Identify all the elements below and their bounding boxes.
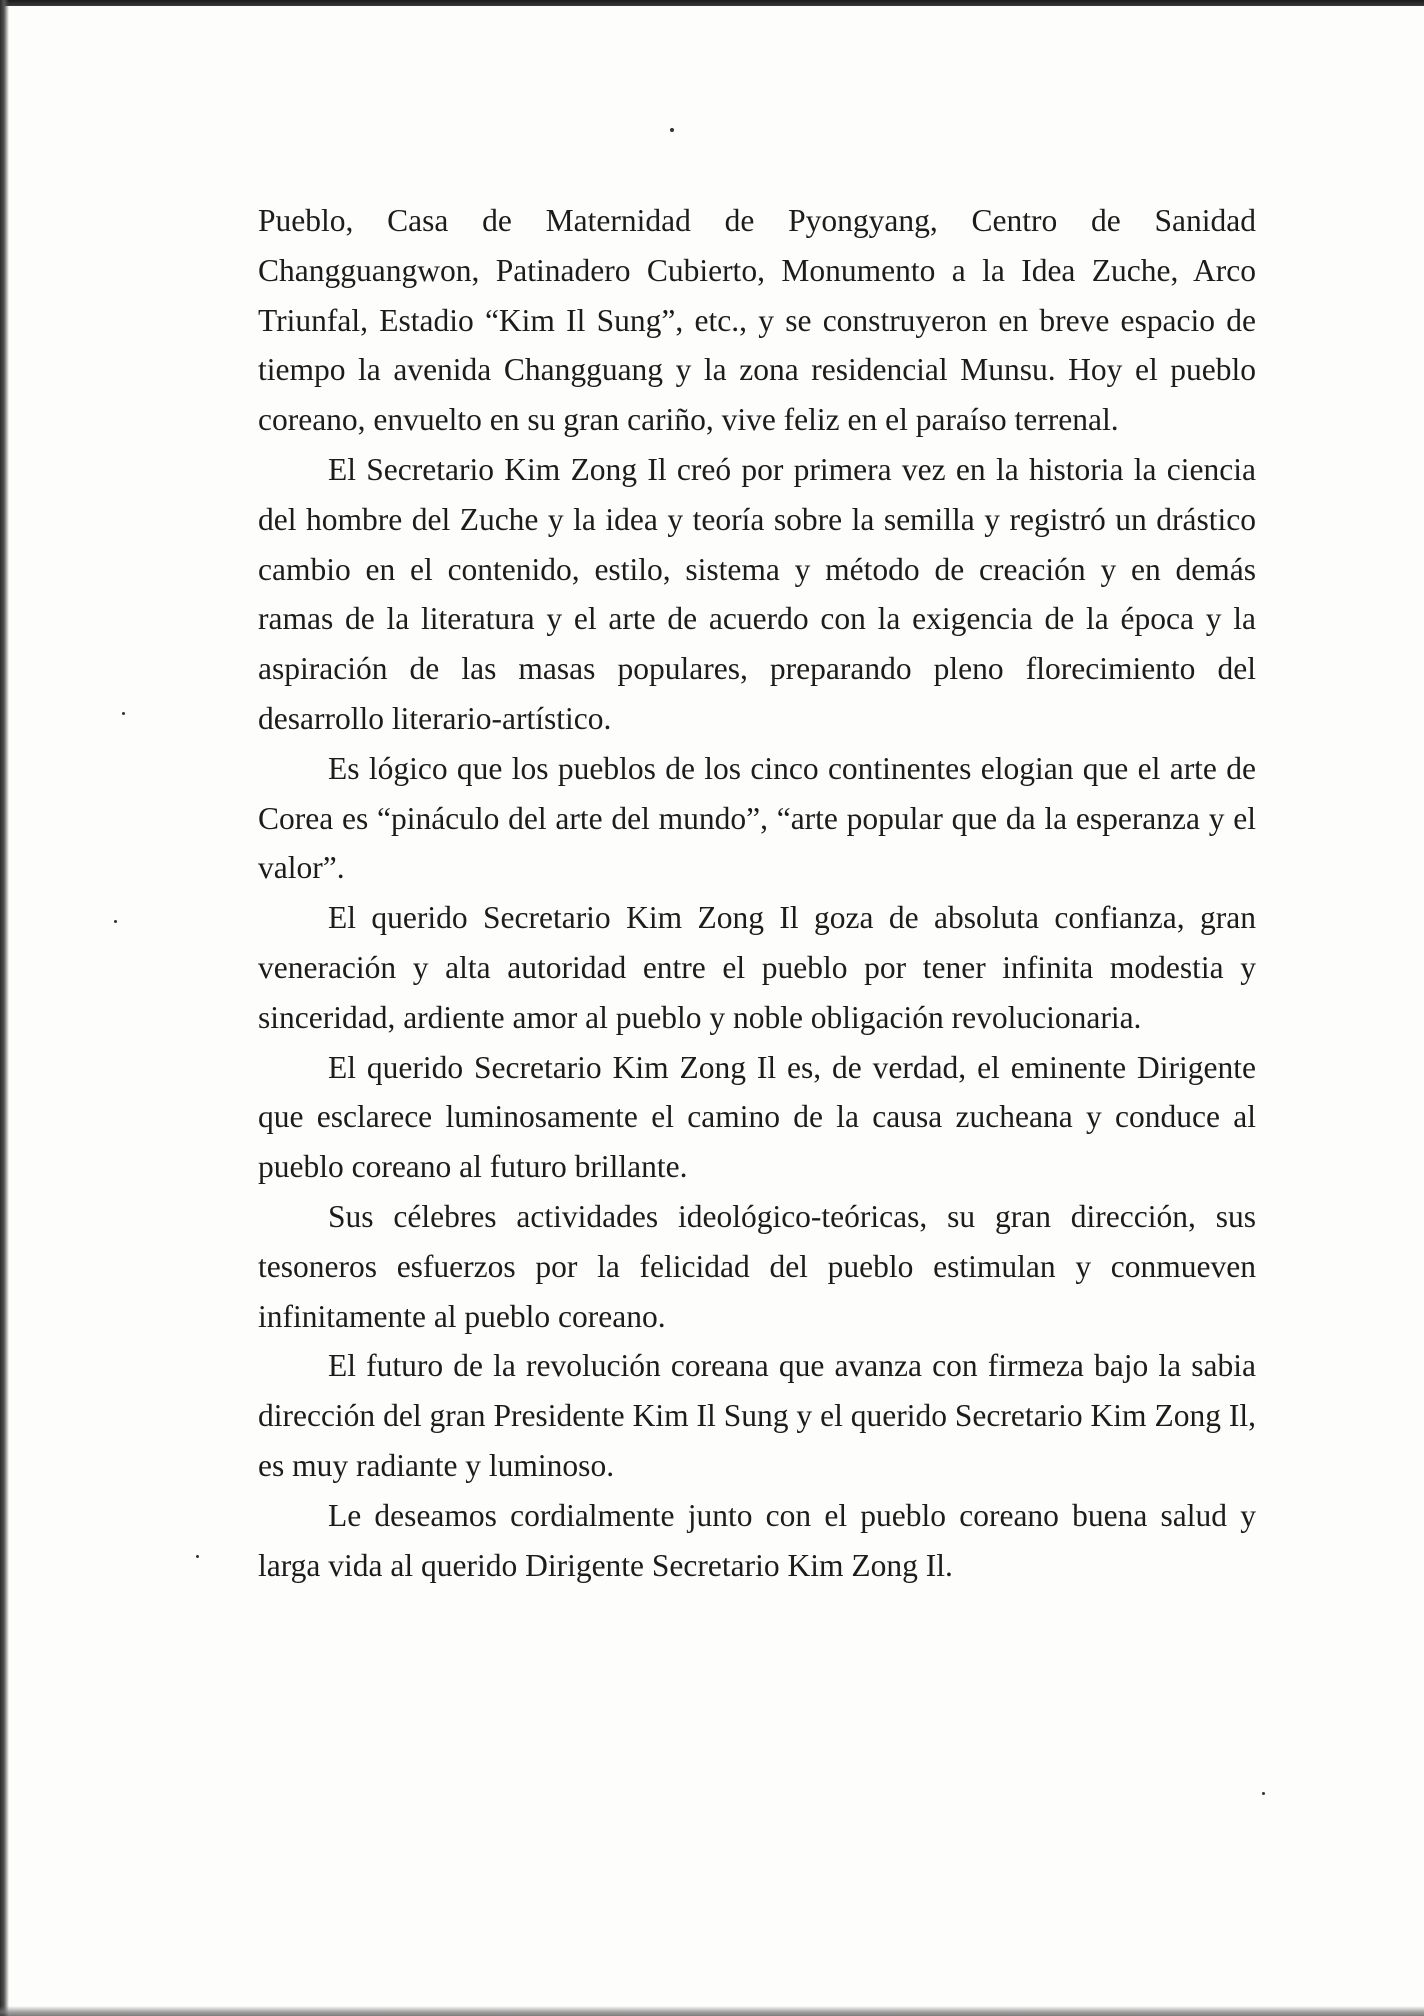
paragraph-7: El futuro de la revolución coreana que avanza con firmeza bajo la sabia dirección del gran Presidente Kim Il Sung y el querido Secretario Kim Zong Il, es muy radiante y luminoso.	[258, 1348, 1256, 1483]
paragraph-1: Pueblo, Casa de Maternidad de Pyongyang, Centro de Sanidad Changguangwon, Patinadero Cubierto, Monumento a la Idea Zuche, Arco Triunfal, Estadio “Kim Il Sung”, etc., y se construyeron en breve espacio de tiempo la avenida Changguang y la zona residencial Munsu. Hoy el pueblo coreano, envuelto en su gran cariño, vive feliz en el paraíso terrenal.	[258, 203, 1256, 438]
paragraph-6: Sus célebres actividades ideológico-teóricas, su gran dirección, sus tesoneros esfuerzos por la felicidad del pueblo estimulan y conmueven infinitamente al pueblo coreano.	[258, 1198, 1256, 1334]
scan-speck	[1262, 1792, 1265, 1795]
paragraph-8: Le deseamos cordialmente junto con el pueblo coreano buena salud y larga vida al querido Dirigente Secretario Kim Zong Il.	[258, 1497, 1256, 1583]
paragraph-2: El Secretario Kim Zong Il creó por primera vez en la historia la ciencia del hombre del Zuche y la idea y teoría sobre la semilla y registró un drástico cambio en el contenido, estilo, sistema y método de creación y en demás ramas de la literatura y el arte de acuerdo con la exigencia de la época y la aspiración de las masas populares, preparando pleno florecimiento del desarrollo literario-artístico.	[258, 451, 1256, 736]
scan-speck	[114, 920, 117, 923]
scan-speck	[670, 128, 674, 132]
page-edge-top	[0, 0, 1424, 6]
page-edge-left	[0, 0, 9, 2016]
paragraph-3: Es lógico que los pueblos de los cinco continentes elogian que el arte de Corea es “pináculo del arte del mundo”, “arte popular que da la esperanza y el valor”.	[258, 750, 1256, 886]
paragraph-5: El querido Secretario Kim Zong Il es, de verdad, el eminente Dirigente que esclarece luminosamente el camino de la causa zucheana y conduce al pueblo coreano al futuro brillante.	[258, 1049, 1256, 1185]
paragraph-4: El querido Secretario Kim Zong Il goza de absoluta confianza, gran veneración y alta autoridad entre el pueblo por tener infinita modestia y sinceridad, ardiente amor al pueblo y noble obligación revolucionaria.	[258, 900, 1256, 1035]
page-edge-bottom	[0, 2006, 1424, 2016]
scan-speck	[122, 712, 125, 715]
body-text	[258, 196, 1256, 1590]
scan-speck	[196, 1555, 199, 1558]
